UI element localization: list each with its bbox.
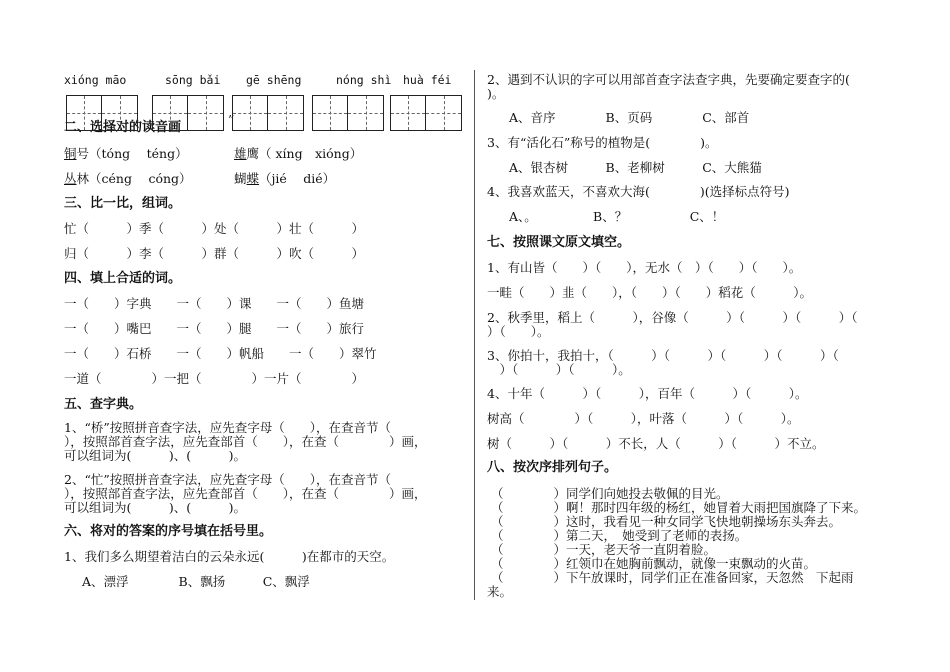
section-7-title: 七、按照课文原文填空。 <box>487 235 631 250</box>
section-3-title: 三、比一比，组词。 <box>64 196 182 211</box>
choice-q2-options: A、音序 B、页码 C、部首 <box>509 110 750 125</box>
reading-row-2: 丛林（céng cóng） <box>64 171 192 186</box>
choice-q3-options: A、银杏树 B、老柳树 C、大熊猫 <box>509 160 762 175</box>
recite-row-5: 4、十年（ ）（ ），百年（ ）（ ）。 <box>487 386 808 401</box>
section-2-quote: ” <box>228 112 235 127</box>
order-row-7b: 来。 <box>487 584 513 599</box>
recite-row-4b: ）（ ）（ ）。 <box>487 362 631 377</box>
fill-row-3: 一（ ）石桥 一（ ）帆船 一（ ）翠竹 <box>64 346 377 361</box>
choice-q1: 1、我们多么期望着洁白的云朵永远( )在都市的天空。 <box>64 549 395 564</box>
dict-q1-line2: ），按照部首查字法，应先查部首（ ），在查（ ）画， <box>64 434 427 449</box>
choice-q2-line2: )。 <box>487 86 505 101</box>
pinyin-1: xióng māo <box>64 73 127 87</box>
compare-row-2: 归（ ）李（ ）群（ ）吹（ ） <box>64 246 365 261</box>
fill-row-4: 一道（ ）一把（ ）一片（ ） <box>64 371 365 386</box>
writing-grid-5[interactable] <box>390 95 462 131</box>
compare-row-1: 忙（ ）季（ ）处（ ）壮（ ） <box>64 221 365 236</box>
order-row-4: （ ）第二天， 她受到了老师的表扬。 <box>491 528 748 543</box>
order-row-3: （ ）这时，我看见一种女同学飞快地朝操场东头奔去。 <box>491 514 842 529</box>
writing-grid-2[interactable] <box>152 95 224 131</box>
recite-row-7: 树（ ）（ ）不长，人（ ）（ ）不立。 <box>487 436 825 451</box>
choice-q4: 4、我喜欢蓝天，不喜欢大海( )(选择标点符号) <box>487 184 790 199</box>
recite-row-3: 2、秋季里，稻上（ ），谷像（ ）（ ）（ ）（ <box>487 310 858 325</box>
recite-row-1: 1、有山皆（ ）（ ），无水（ ）（ ）（ ）。 <box>487 260 802 275</box>
choice-q4-options: A、。 B、？ C、！ <box>509 209 725 224</box>
writing-grid-3[interactable] <box>232 95 304 131</box>
order-row-5: （ ）一天，老天爷一直阴着脸。 <box>491 542 717 557</box>
right-column <box>487 0 907 672</box>
order-row-1: （ ）同学们向她投去敬佩的目光。 <box>491 486 729 501</box>
dict-q2-line2: ），按照部首查字法，应先查部首（ ），在查（ ）画， <box>64 486 427 501</box>
recite-row-6: 树高（ ）（ ），叶落（ ）（ ）。 <box>487 411 800 426</box>
recite-row-4: 3、你拍十，我拍十，（ ）（ ）（ ）（ ）（ <box>487 348 839 363</box>
dict-q1-line3: 可以组词为( )、( )。 <box>64 448 247 463</box>
reading-row-1b: 雄鹰（ xíng xióng） <box>234 146 363 161</box>
section-6-title: 六、将对的答案的序号填在括号里。 <box>64 524 273 539</box>
fill-row-2: 一（ ）嘴巴 一（ ）腿 一（ ）旅行 <box>64 321 365 336</box>
pinyin-4: nóng shì <box>336 73 392 87</box>
order-row-7: （ ）下午放课时，同学们正在准备回家，天忽然 下起雨 <box>491 570 854 585</box>
choice-q1-options: A、漂浮 B、飘扬 C、飘浮 <box>82 574 310 589</box>
pinyin-3: gē shēng <box>246 73 302 87</box>
section-5-title: 五、查字典。 <box>64 397 143 412</box>
section-8-title: 八、按次序排列句子。 <box>487 460 618 475</box>
reading-row-1: 铜号（tóng téng） <box>64 146 188 161</box>
dict-q1-line1: 1、“桥”按照拼音查字法，应先查字母（ ），在查音节（ <box>64 420 391 435</box>
writing-grid-1[interactable] <box>66 95 138 131</box>
recite-row-3b: ）（ ）。 <box>487 324 550 339</box>
pinyin-5: huà féi <box>403 73 452 87</box>
dict-q2-line3: 可以组词为( )、( )。 <box>64 500 247 515</box>
writing-grid-4[interactable] <box>312 95 384 131</box>
left-column <box>60 0 460 672</box>
choice-q3: 3、有“活化石”称号的植物是( )。 <box>487 135 718 150</box>
dict-q2-line1: 2、“忙”按照拼音查字法，应先查字母（ ），在查音节（ <box>64 472 391 487</box>
pinyin-2: sōng bǎi <box>165 73 221 87</box>
column-divider <box>474 70 475 600</box>
section-4-title: 四、填上合适的词。 <box>64 271 182 286</box>
reading-row-2b: 蝴蝶（jié dié） <box>234 171 336 186</box>
order-row-6: （ ）红领巾在她胸前飘动，就像一束飘动的火苗。 <box>491 556 817 571</box>
choice-q2-line1: 2、遇到不认识的字可以用部首查字法查字典，先要确定要查字的( <box>487 72 850 87</box>
order-row-2: （ ）啊！那时四年级的杨红，她冒着大雨把国旗降了下来。 <box>491 500 867 515</box>
section-2-title: 二、选择对的读音画 <box>64 120 182 135</box>
recite-row-2: 一畦（ ）韭（ ），（ ）（ ）稻花（ ）。 <box>487 285 813 300</box>
fill-row-1: 一（ ）字典 一（ ）课 一（ ）鱼塘 <box>64 296 365 311</box>
